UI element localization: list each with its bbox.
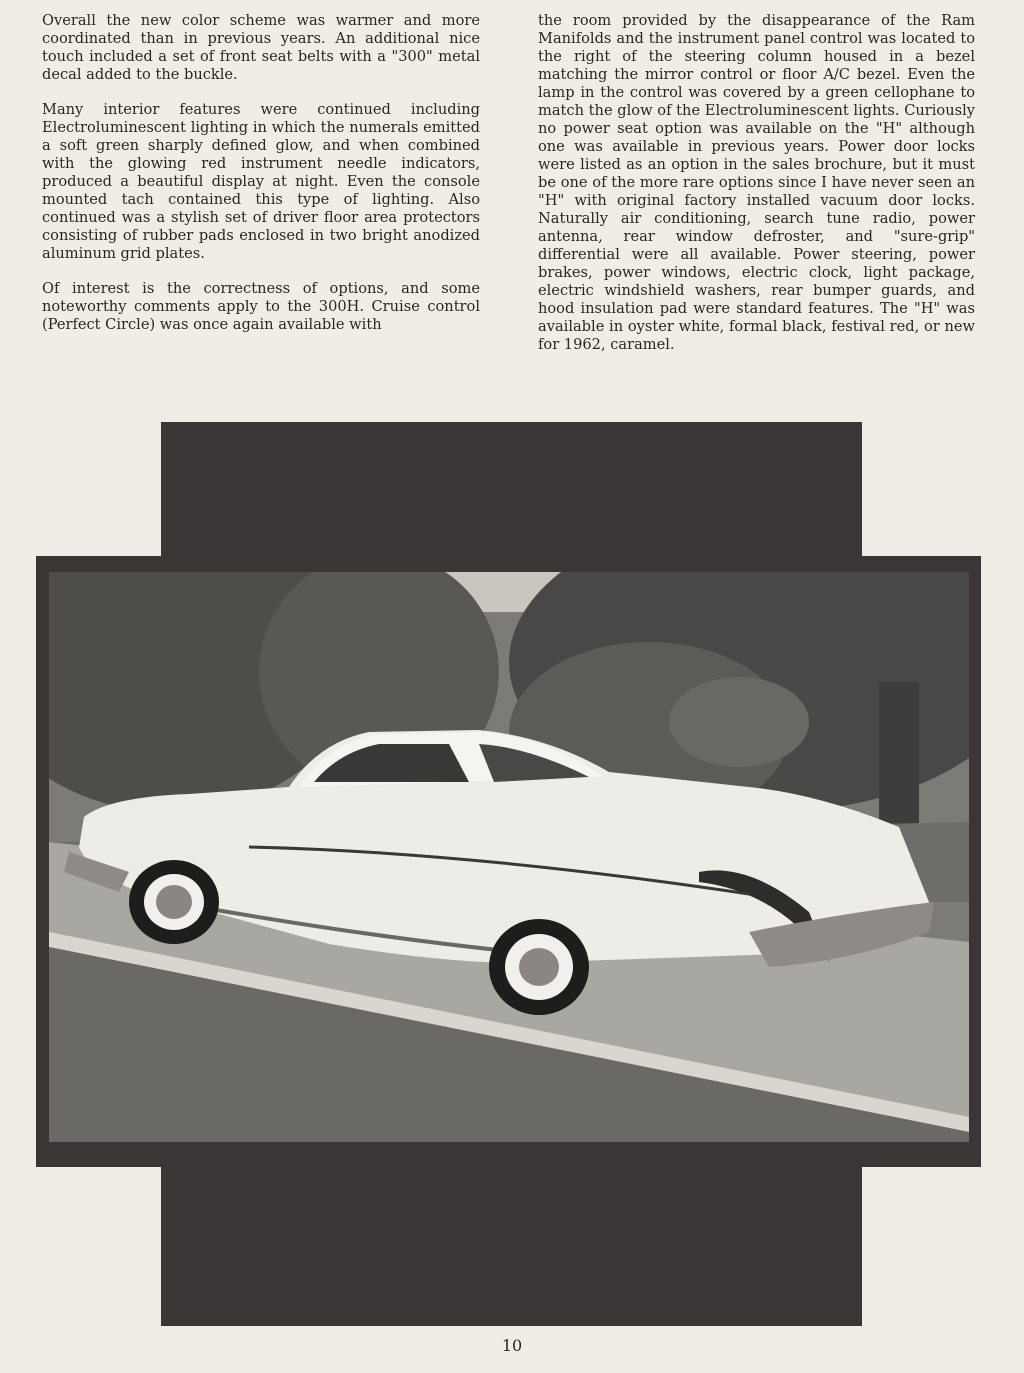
paragraph: Of interest is the correctness of options, and some noteworthy comments apply to the 300H. Cruise control (Perfect Circle) was once again available with	[42, 280, 480, 333]
car-photo	[49, 572, 969, 1142]
right-text-column	[538, 12, 975, 371]
left-text-column	[42, 12, 480, 351]
car-photo-illustration	[49, 572, 969, 1142]
paragraph: Overall the new color scheme was warmer and more coordinated than in previous years. An additional nice touch included a set of front seat belts with a "300" metal decal added to the buckle.	[42, 12, 480, 83]
paragraph: Many interior features were continued including Electroluminescent lighting in which the numerals emitted a soft green sharply defined glow, and when combined with the glowing red instrument needle indicators, produced a beautiful display at night. Even the console mounted tach contained this type of lighting. Also continued was a stylish set of driver floor area protectors consisting of rubber pads enclosed in two bright anodized aluminum grid plates.	[42, 101, 480, 262]
car-wheel-rear	[489, 919, 589, 1015]
car-wheel-front	[129, 860, 219, 944]
paragraph: the room provided by the disappearance of the Ram Manifolds and the instrument panel control was located to the right of the steering column housed in a bezel matching the mirror control or floor A/C bezel. Even the lamp in the control was covered by a green cellophane to match the glow of the Electroluminescent lights. Curiously no power seat option was available on the "H" although one was available in previous years. Power door locks were listed as an option in the sales brochure, but it must be one of the more rare options since I have never seen an "H" with original factory installed vacuum door locks. Naturally air conditioning, search tune radio, power antenna, rear window defroster, and "sure-grip" differential were all available. Power steering, power brakes, power windows, electric clock, light package, electric windshield washers, rear bumper guards, and hood insulation pad were standard features. The "H" was available in oyster white, formal black, festival red, or new for 1962, caramel.	[538, 12, 975, 353]
page-number: 10	[501, 1336, 523, 1355]
